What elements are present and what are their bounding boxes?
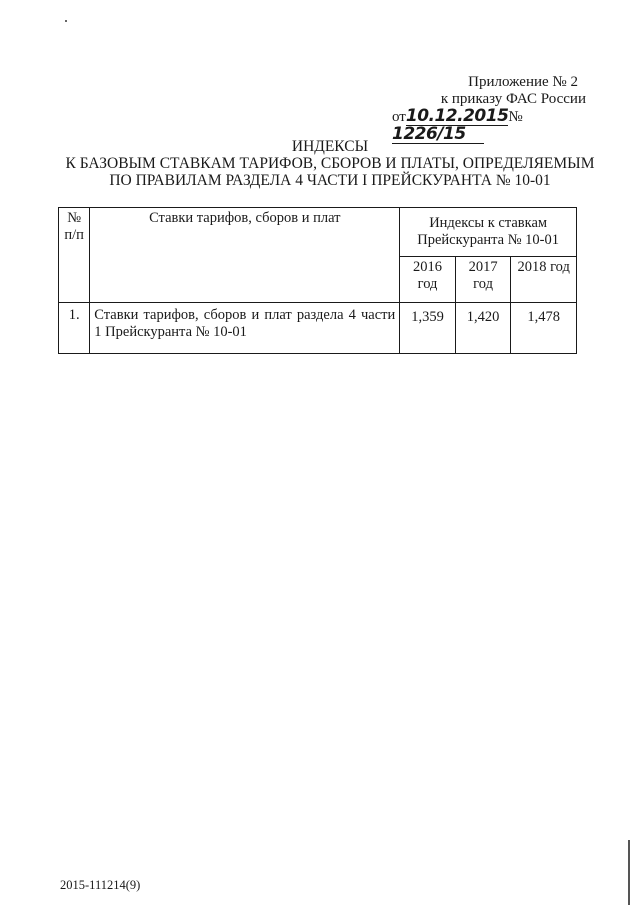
- header-year-2018: 2018 год: [511, 257, 577, 303]
- row-value-2016: 1,359: [400, 303, 456, 354]
- row-value-2018: 1,478: [511, 303, 577, 354]
- header-name: Ставки тарифов, сборов и плат: [90, 208, 400, 303]
- appendix-title: Приложение № 2: [468, 74, 578, 90]
- header-year-2017: 2017 год: [455, 257, 511, 303]
- row-value-2017: 1,420: [455, 303, 511, 354]
- document-title: [50, 138, 610, 189]
- title-line-1: ИНДЕКСЫ: [291, 138, 369, 155]
- scan-edge-mark: [628, 840, 630, 905]
- appendix-block: [390, 74, 590, 144]
- header-num: № п/п: [59, 208, 90, 303]
- title-line-3: ПО ПРАВИЛАМ РАЗДЕЛА 4 ЧАСТИ I ПРЕЙСКУРАНТА № 10-01: [109, 172, 551, 189]
- from-prefix: от: [392, 109, 406, 125]
- number-sign: №: [508, 109, 523, 125]
- appendix-order-ref: к приказу ФАС России: [440, 91, 586, 107]
- document-code: 2015-111214(9): [60, 878, 141, 892]
- index-table: [58, 207, 577, 354]
- header-year-2016: 2016 год: [400, 257, 456, 303]
- order-number: 1226/15: [392, 126, 484, 144]
- scan-speck: [65, 20, 67, 22]
- table-row: [59, 303, 577, 354]
- title-line-2: К БАЗОВЫМ СТАВКАМ ТАРИФОВ, СБОРОВ И ПЛАТЫ, ОПРЕДЕЛЯЕМЫМ: [65, 155, 595, 172]
- order-date: 10.12.2015: [405, 106, 509, 126]
- row-num: 1.: [59, 303, 90, 354]
- header-index: Индексы к ставкам Прейскуранта № 10-01: [400, 208, 577, 257]
- row-name: Ставки тарифов, сборов и плат раздела 4 части 1 Прейскуранта № 10-01: [90, 303, 400, 354]
